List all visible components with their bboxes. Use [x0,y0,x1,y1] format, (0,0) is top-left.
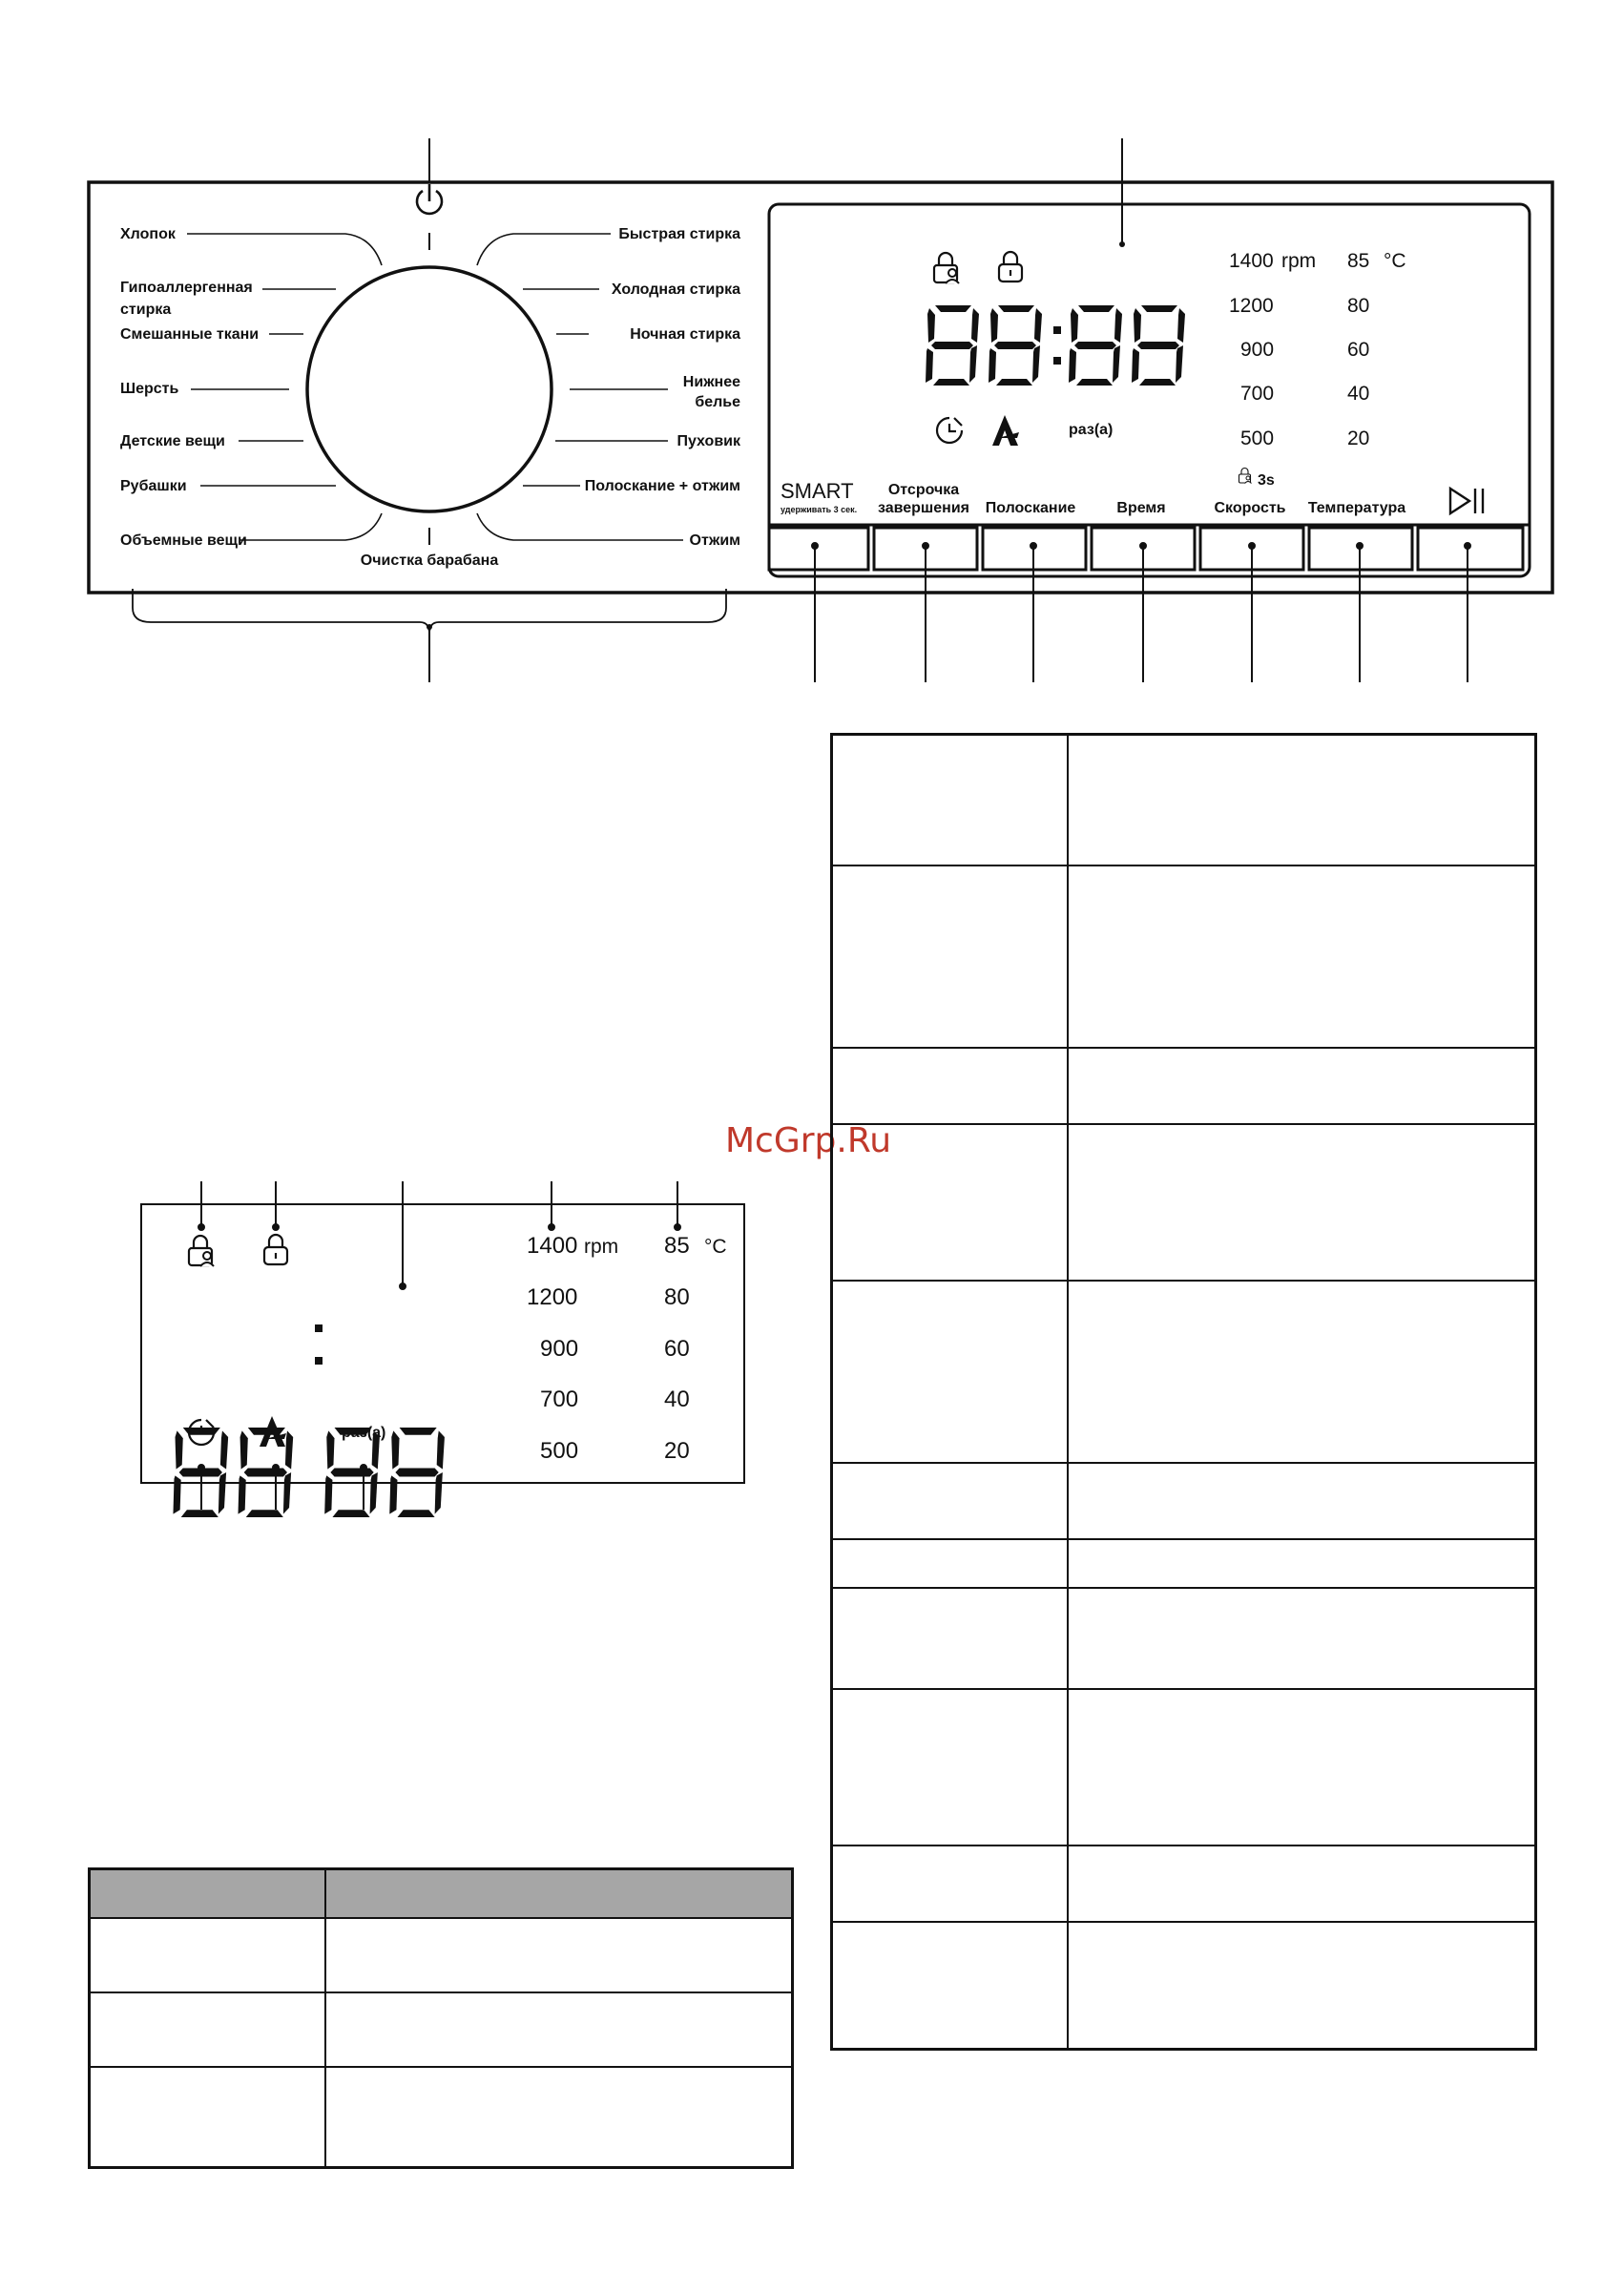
table-cell [1068,1048,1536,1124]
program-drum-clean: Очистка барабана [360,553,499,569]
program-hypoallergenic-line2: стирка [120,302,172,318]
speed-1400: 1400 [1229,250,1274,272]
detail-speed-1400: 1400 [527,1233,578,1259]
program-bulky: Объемные вещи [120,532,247,549]
table-cell [832,1048,1069,1124]
table-cell [90,1992,326,2067]
detail-speed-900: 900 [540,1336,579,1362]
table-cell [90,1918,326,1992]
auto-icon [992,415,1019,446]
delay-clock-icon [937,418,962,443]
delay-label-2: завершения [877,500,970,516]
table-header-cell [325,1869,793,1918]
table-cell [1068,865,1536,1048]
temp-60: 60 [1347,339,1370,361]
times-label: раз(а) [1069,422,1114,438]
speed-700: 700 [1240,383,1275,405]
temp-40: 40 [1347,383,1370,405]
table-cell [1068,1124,1536,1281]
detail-times-label: раз(а) [342,1425,386,1441]
program-mixed: Смешанные ткани [120,326,260,343]
detail-temp-60: 60 [664,1336,690,1362]
table-cell [832,1922,1069,2050]
door-lock-icon [999,252,1022,282]
table-cell [1068,1463,1536,1539]
table-cell [1068,1689,1536,1846]
control-panel [89,138,1552,682]
lock-3s-label: 3s [1258,472,1275,489]
table-cell [90,2067,326,2168]
detail-speed-700: 700 [540,1387,579,1412]
table-cell [832,1588,1069,1689]
table-cell [325,1918,793,1992]
program-underwear: Нижнее [682,374,740,390]
speed-900: 900 [1240,339,1275,361]
program-baby: Детские вещи [120,433,225,449]
table-cell [832,1846,1069,1922]
table-header-cell [90,1869,326,1918]
program-wool: Шерсть [120,381,179,397]
detail-temp-20: 20 [664,1438,690,1464]
detail-temp-40: 40 [664,1387,690,1412]
temp-unit: °C [1384,250,1406,272]
detail-temp-85: 85 [664,1233,690,1259]
table-cell [1068,1588,1536,1689]
button-row [769,528,1523,570]
temp-85: 85 [1347,250,1370,272]
table-cell [1068,1281,1536,1463]
temp-80: 80 [1347,295,1370,317]
table-cell [832,1539,1069,1588]
table-cell [832,735,1069,865]
detail-speed-500: 500 [540,1438,579,1464]
speed-label: Скорость [1214,500,1286,516]
program-dial[interactable] [307,267,552,511]
table-cell [1068,1846,1536,1922]
table-cell [832,1463,1069,1539]
temperature-label: Температура [1307,500,1406,516]
detail-temp-unit: °C [704,1236,727,1258]
detail-speed-1200: 1200 [527,1284,578,1310]
smart-label: SMART [781,479,854,503]
temp-20: 20 [1347,427,1370,449]
table-cell [832,1689,1069,1846]
detail-speed-unit: rpm [584,1236,619,1258]
table-cell [325,2067,793,2168]
table-cell [1068,1922,1536,2050]
display-detail [141,1181,744,1517]
detail-door-lock-icon [264,1235,287,1264]
program-night: Ночная стирка [630,326,740,343]
time-digits-top [926,305,1185,386]
table-cell [325,1992,793,2067]
speed-1200: 1200 [1229,295,1274,317]
speed-unit: rpm [1281,250,1317,272]
table-cell [832,1124,1069,1281]
table-cell [832,1281,1069,1463]
smart-button[interactable] [769,528,868,570]
time-digits-detail [173,1324,444,1517]
program-down: Пуховик [677,433,740,449]
delay-label-1: Отсрочка [887,482,960,498]
time-label: Время [1116,500,1166,516]
smart-hint: удерживать 3 сек. [781,505,858,514]
rinse-label: Полоскание [985,500,1076,516]
table-cell [832,865,1069,1048]
child-lock-icon [934,253,959,283]
power-icon[interactable] [417,184,442,214]
detail-child-lock-icon [189,1236,214,1266]
program-quick: Быстрая стирка [618,226,740,242]
right-table [830,733,1537,2051]
start-pause-button[interactable] [1418,528,1523,570]
watermark: McGrp.Ru [725,1121,892,1160]
speed-500: 500 [1240,427,1275,449]
table-cell [1068,1539,1536,1588]
program-cotton: Хлопок [120,226,176,242]
program-shirts: Рубашки [120,478,187,494]
program-underwear-line2: белье [695,394,740,410]
table-cell [1068,735,1536,865]
start-pause-icon [1450,489,1483,513]
detail-temp-80: 80 [664,1284,690,1310]
program-hypoallergenic: Гипоаллергенная [120,280,253,296]
program-rinse-spin: Полоскание + отжим [584,478,740,494]
program-cold: Холодная стирка [611,282,740,298]
lock-3s-icon [1239,469,1252,484]
bottom-left-table [88,1867,794,2169]
program-spin: Отжим [689,532,740,549]
